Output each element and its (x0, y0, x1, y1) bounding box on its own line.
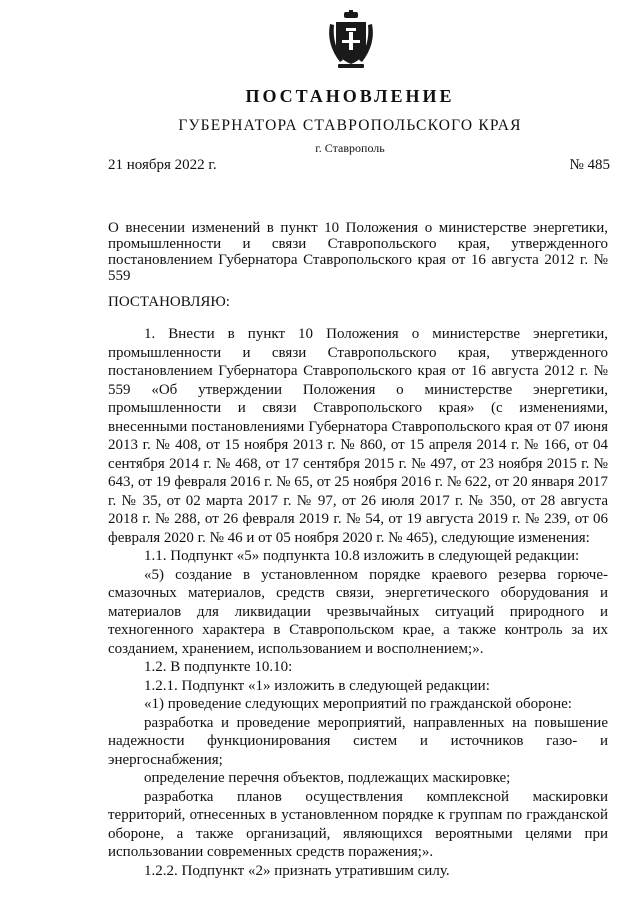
paragraph: 1.1. Подпункт «5» подпункта 10.8 изложить в следующей редакции: (144, 548, 580, 564)
document-subject: О внесении изменений в пункт 10 Положения о министерстве энергетики, промышленности и связи Ставропольского края, утвержденного постановлением Губернатора Ставропольского края от 16 августа 2012 г. № 559 (108, 220, 608, 284)
document-title: ПОСТАНОВЛЕНИЕ (245, 86, 455, 106)
coat-of-arms-icon (326, 10, 376, 70)
document-subtitle: ГУБЕРНАТОРА СТАВРОПОЛЬСКОГО КРАЯ (178, 117, 522, 134)
paragraph: 1.2.1. Подпункт «1» изложить в следующей редакции: (144, 677, 490, 694)
paragraph: 1. Внести в пункт 10 Положения о министерстве энергетики, промышленности и связи Ставропольского края, утвержденного постановлением Губернатора Ставропольского края от 16 августа 2012 г. № 559 «Об утверждении Положения о министерстве энергетики, промышленности и связи Ставропольского края» (с изменениями, внесенными постановлениями Губернатора Ставропольского края от 07 июня 2013 г. № 408, от 15 ноября 2013 г. № 860, от 15 апреля 2014 г. № 166, от 04 сентября 2014 г. № 468, от 17 сентября 2015 г. № 497, от 23 ноября 2015 г. № 643, от 19 февраля 2016 г. № 65, от 25 ноября 2016 г. № 622, от 20 января 2017 г. № 35, от 02 марта 2017 г. № 97, от 26 июля 2017 г. № 350, от 28 августа 2018 г. № 288, от 26 февраля 2019 г. № 54, от 19 августа 2019 г. № 239, от 06 февраля 2020 г. № 46 и от 05 ноября 2020 г. № 465), следующие изменения: (108, 326, 608, 546)
city-label: г. Ставрополь (315, 141, 385, 155)
paragraph: разработка и проведение мероприятий, направленных на повышение надежности функционирования систем и источников газо- и энергоснабжения; (108, 714, 608, 768)
decree-heading: ПОСТАНОВЛЯЮ: (108, 294, 230, 310)
paragraph: «5) создание в установленном порядке краевого резерва горюче-смазочных материалов, средств связи, энергетического оборудования и материалов для ликвидации чрезвычайных ситуаций природного и техногенного характера в Ставропольском крае, а также контроль за их созданием, хранением, использованием и восполнением;». (108, 566, 608, 657)
paragraph: «1) проведение следующих мероприятий по гражданской обороне: (144, 696, 572, 712)
paragraph: 1.2. В подпункте 10.10: (144, 659, 293, 675)
paragraph: 1.2.2. Подпункт «2» признать утратившим силу. (144, 862, 450, 879)
document-number: № 485 (569, 157, 610, 173)
paragraph: разработка планов осуществления комплексной маскировки территорий, отнесенных в установленном порядке к группам по гражданской обороне, а также организаций, являющихся вероятными целями при использовании современных средств поражения;». (108, 788, 608, 860)
document-date: 21 ноября 2022 г. (108, 157, 217, 173)
document-body (108, 325, 608, 880)
paragraph: определение перечня объектов, подлежащих маскировке; (144, 770, 511, 786)
